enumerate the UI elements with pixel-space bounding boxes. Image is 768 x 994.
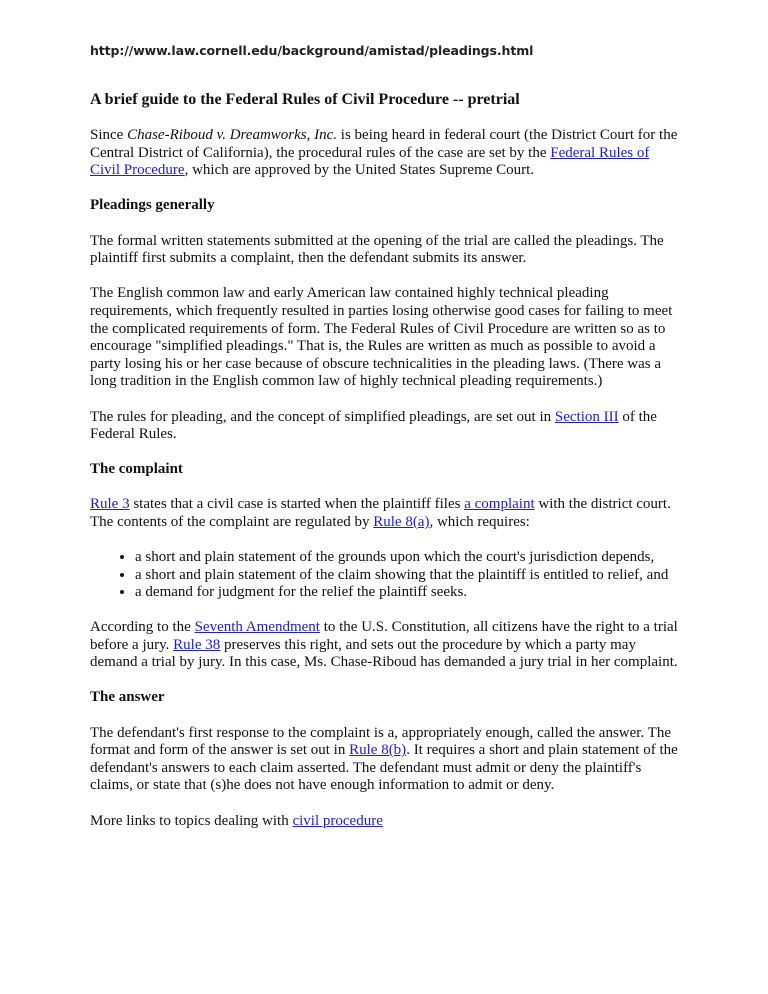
heading-pleadings-generally: Pleadings generally — [90, 197, 215, 214]
complaint-requirements-list — [90, 549, 680, 601]
pleadings-p3-text-a: The rules for pleading, and the concept of simplified pleadings, are set out in — [90, 408, 555, 425]
list-item: • a short and plain statement of the claim showing that the plaintiff is entitled to relief, and — [135, 567, 680, 584]
case-name: Chase-Riboud v. Dreamworks, Inc. — [127, 127, 338, 143]
pleadings-paragraph-1: The formal written statements submitted at the opening of the trial are called the pleadings. The plaintiff first submits a complaint, then the defendant submits its answer. — [90, 232, 664, 267]
document-body — [90, 90, 680, 830]
jury-text-3: preserves this right, and sets out the procedure by which a party may demand a trial by jury. In this case, Ms. Chase-Riboud has demanded a jury trial in her complaint. — [90, 636, 678, 671]
more-links-paragraph — [90, 813, 680, 831]
link-rule-8a[interactable]: Rule 8(a) — [373, 514, 430, 531]
complaint-text-1: states that a civil case is started when the plaintiff files — [129, 496, 465, 513]
pleadings-paragraph-2: The English common law and early American law contained highly technical pleading requirements, which frequently resulted in parties losing otherwise good cases for failing to meet the complicated requirements of form. The Federal Rules of Civil Procedure are written so as to encourage "simplified pleadings." That is, the Rules are written as much as possible to avoid a party losing his or her case because of obscure technicalities in the pleading laws. (There was a long tradition in the English common law of highly technical pleading requirements.) — [90, 285, 673, 390]
pleadings-p3-text-b: of the Federal Rules. — [90, 408, 657, 443]
answer-text-2: . It requires a short and plain statement of the defendant's answers to each claim asserted. The defendant must admit or deny the plaintiff's claims, or state that (s)he does not have enough information to admit or deny. — [90, 742, 678, 794]
link-rule-38[interactable]: Rule 38 — [173, 636, 221, 653]
page-url: http://www.law.cornell.edu/background/amistad/pleadings.html — [90, 43, 534, 58]
complaint-paragraph-1 — [90, 496, 680, 531]
intro-text-1: Since — [90, 127, 128, 143]
list-item: • a demand for judgment for the relief the plaintiff seeks. — [135, 584, 680, 601]
answer-paragraph — [90, 725, 680, 795]
list-item: • a short and plain statement of the grounds upon which the court's jurisdiction depends, — [135, 549, 680, 566]
complaint-text-2: with the district court. The contents of the complaint are regulated by — [90, 496, 671, 531]
link-section-iii[interactable]: Section III — [554, 408, 619, 425]
heading-the-answer: The answer — [90, 689, 165, 706]
link-a-complaint[interactable]: a complaint — [464, 496, 535, 513]
more-links-text: More links to topics dealing with — [90, 812, 293, 829]
link-federal-rules[interactable]: Federal Rules of Civil Procedure — [90, 144, 650, 179]
link-seventh-amendment[interactable]: Seventh Amendment — [194, 619, 320, 636]
answer-text-1: The defendant's first response to the complaint is a, appropriately enough, called the answer. The format and form of the answer is set out in — [90, 724, 671, 759]
link-civil-procedure[interactable]: civil procedure — [292, 812, 383, 829]
link-rule-8b[interactable]: Rule 8(b) — [349, 742, 407, 759]
intro-text-3: , which are approved by the United States Supreme Court. — [184, 162, 535, 179]
link-rule-3[interactable]: Rule 3 — [90, 496, 130, 513]
jury-text-2: to the U.S. Constitution, all citizens have the right to a trial before a jury. — [90, 619, 678, 653]
page-title: A brief guide to the Federal Rules of Civil Procedure -- pretrial — [90, 91, 520, 108]
heading-the-complaint: The complaint — [90, 461, 183, 478]
intro-paragraph — [90, 127, 680, 180]
intro-text-2: is being heard in federal court (the District Court for the Central District of California), the procedural rules of the case are set by the — [90, 127, 678, 161]
jury-text-1: According to the — [90, 619, 195, 636]
jury-paragraph — [90, 619, 680, 672]
pleadings-paragraph-3 — [90, 409, 680, 444]
complaint-text-3: , which requires: — [429, 514, 530, 531]
